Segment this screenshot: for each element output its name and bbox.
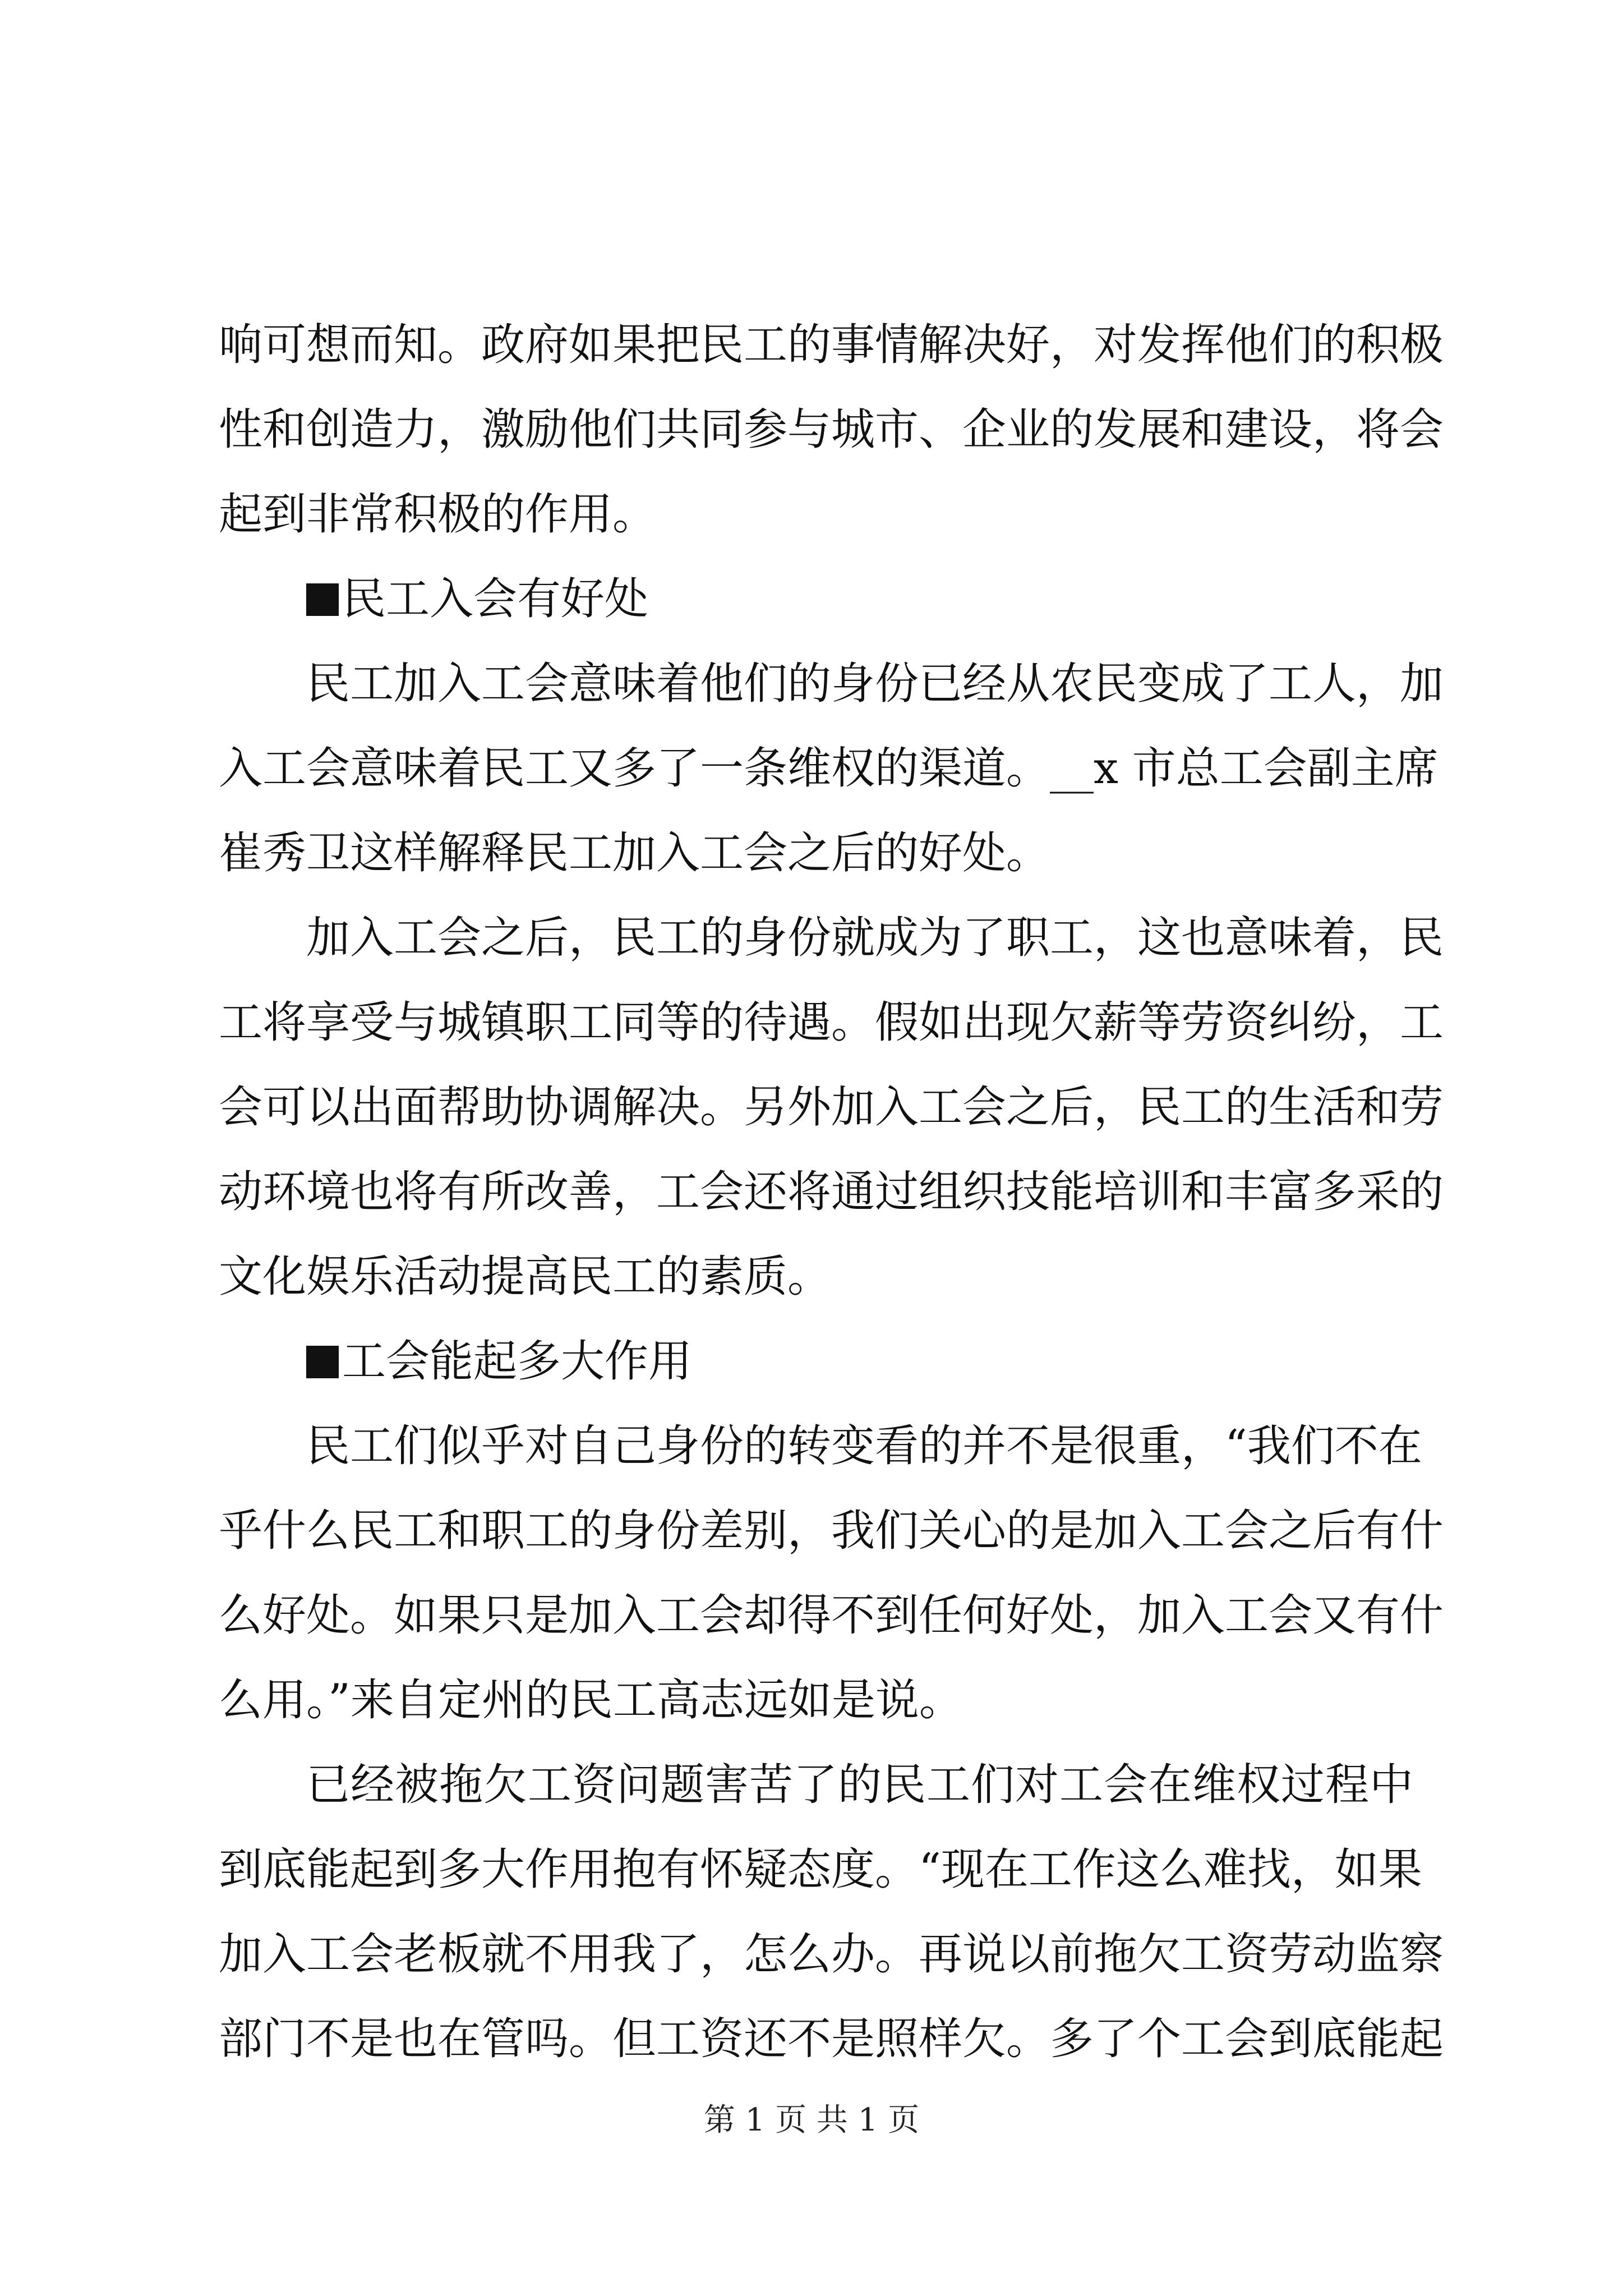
section-heading-text: 工会能起多大作用: [342, 1336, 693, 1387]
section-heading-text: 民工入会有好处: [342, 574, 649, 624]
black-square-icon: [306, 583, 339, 616]
paragraph-line: 工将享受与城镇职工同等的待遇。假如出现欠薪等劳资纠纷，工: [219, 997, 1444, 1048]
paragraph-line: 起到非常积极的作用。: [219, 489, 657, 540]
paragraph-line: 加入工会之后，民工的身份就成为了职工，这也意味着，民: [306, 913, 1444, 963]
paragraph-line: 入工会意味着民工又多了一条维权的渠道。__x 市总工会副主席: [219, 743, 1438, 794]
paragraph-line: 文化娱乐活动提高民工的素质。: [219, 1251, 832, 1302]
paragraph-line: 性和创造力，激励他们共同参与城市、企业的发展和建设，将会: [219, 404, 1444, 455]
paragraph-line: 乎什么民工和职工的身份差别，我们关心的是加入工会之后有什: [219, 1506, 1444, 1556]
paragraph-line: 会可以出面帮助协调解决。另外加入工会之后，民工的生活和劳: [219, 1082, 1444, 1133]
black-square-icon: [306, 1346, 339, 1378]
paragraph-line: 崔秀卫这样解释民工加入工会之后的好处。: [219, 828, 1050, 878]
section-heading: [219, 557, 1413, 642]
paragraph-line: 加入工会老板就不用我了，怎么办。再说以前拖欠工资劳动监察: [219, 1929, 1444, 1980]
paragraph-line: 动环境也将有所改善，工会还将通过组织技能培训和丰富多采的: [219, 1167, 1444, 1217]
paragraph-line: 民工加入工会意味着他们的身份已经从农民变成了工人，加: [306, 659, 1444, 709]
paragraph-line: 已经被拖欠工资问题害苦了的民工们对工会在维权过程中: [306, 1760, 1413, 1810]
document-body: [219, 303, 1444, 2082]
paragraph-line: 部门不是也在管吗。但工资还不是照样欠。多了个工会到底能起: [219, 2014, 1444, 2064]
section-heading: [219, 1319, 1413, 1404]
paragraph-line: 么好处。如果只是加入工会却得不到任何好处，加入工会又有什: [219, 1590, 1444, 1641]
page-number-label: 第 1 页 共 1 页: [703, 2102, 920, 2138]
paragraph-line: 到底能起到多大作用抱有怀疑态度。“现在工作这么难找，如果: [219, 1844, 1422, 1895]
paragraph-line: 响可想而知。政府如果把民工的事情解决好，对发挥他们的积极: [219, 320, 1444, 370]
paragraph-line: 民工们似乎对自己身份的转变看的并不是很重，“我们不在: [306, 1421, 1422, 1471]
paragraph-line: 么用。”来自定州的民工高志远如是说。: [219, 1675, 963, 1726]
page-footer: [0, 2101, 1623, 2140]
